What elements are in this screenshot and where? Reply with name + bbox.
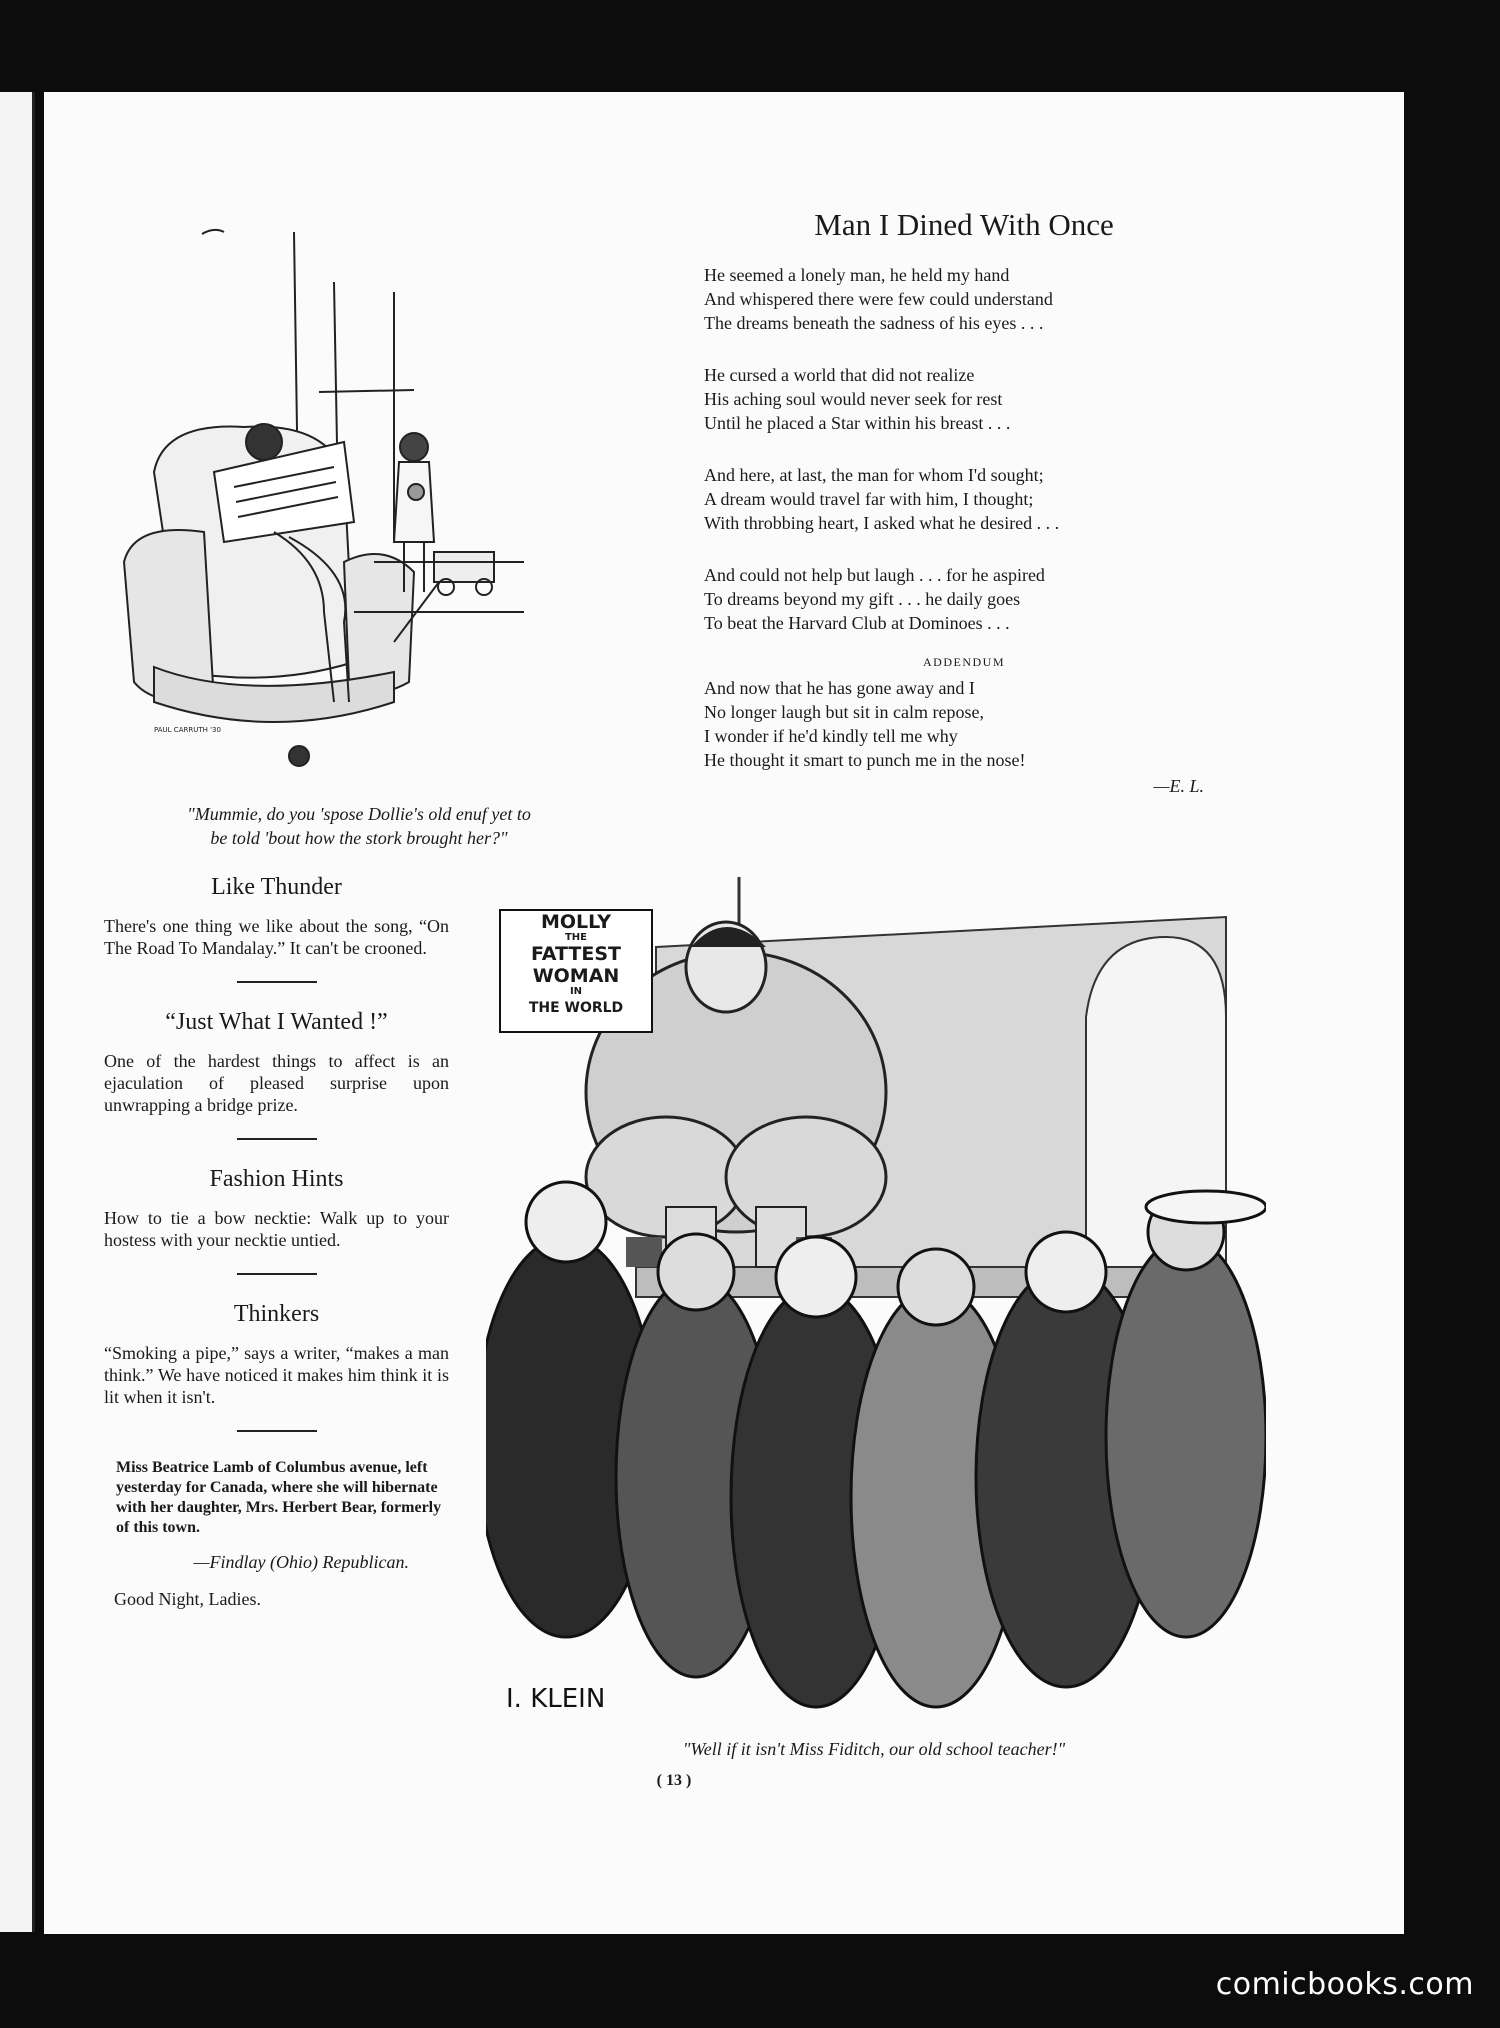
page-number: ( 13 ) [656, 1772, 692, 1789]
item-title-fashion-hints: Fashion Hints [209, 1166, 344, 1192]
poem-line: He cursed a world that did not realize [704, 365, 975, 385]
poem-line: I wonder if he'd kindly tell me why [704, 726, 958, 746]
poem [704, 207, 1224, 797]
carnival-sign [499, 909, 653, 1033]
poem-line: Until he placed a Star within his breast . . . [704, 413, 1011, 433]
poem-line: With throbbing heart, I asked what he desired . . . [704, 513, 1060, 533]
addendum-stanza [704, 676, 1224, 772]
sign-line-the: THE [564, 932, 588, 943]
sign-line-the-world: THE WORLD [528, 1000, 624, 1016]
item-body-fashion-hints: How to tie a bow necktie: Walk up to your hostess with your necktie untied. [104, 1208, 449, 1250]
clipping-source: —Findlay (Ohio) Republican. [193, 1552, 409, 1572]
poem-signature: —E. L. [1153, 776, 1204, 796]
cartoon1-caption [94, 802, 624, 850]
poem-line: To dreams beyond my gift . . . he daily goes [704, 589, 1021, 609]
cartoon-mother-daughter [94, 142, 624, 782]
item-body-just-what-i-wanted: One of the hardest things to affect is an ejaculation of pleased surprise upon unwrapping a bridge prize. [104, 1051, 449, 1115]
cartoon2-caption: "Well if it isn't Miss Fiditch, our old school teacher!" [682, 1739, 1066, 1759]
poem-line: A dream would travel far with him, I thought; [704, 489, 1034, 509]
poem-line: No longer laugh but sit in calm repose, [704, 702, 984, 722]
poem-line: And now that he has gone away and I [704, 678, 975, 698]
cartoon2-artist-signature: I. KLEIN [506, 1684, 606, 1714]
poem-line: And could not help but laugh . . . for he aspired [704, 565, 1045, 585]
item-title-just-what-i-wanted: “Just What I Wanted !” [165, 1009, 388, 1035]
sign-line-woman: WOMAN [532, 965, 620, 987]
item-title-like-thunder: Like Thunder [211, 874, 342, 900]
newspaper-clipping: Miss Beatrice Lamb of Columbus avenue, left yesterday for Canada, where she will hibernate with her daughter, Mrs. Herbert Bear, formerly of this town. [116, 1459, 442, 1536]
poem-line: And here, at last, the man for whom I'd sought; [704, 465, 1044, 485]
left-column-items [104, 874, 449, 1610]
poem-line: And whispered there were few could understand [704, 289, 1053, 309]
addendum-label: ADDENDUM [923, 655, 1005, 669]
divider-rule [237, 1430, 317, 1432]
poem-line: His aching soul would never seek for rest [704, 389, 1003, 409]
cartoon1-caption-line2: be told 'bout how the stork brought her?" [210, 828, 508, 848]
poem-stanza [704, 363, 1224, 435]
clipping-tagline: Good Night, Ladies. [114, 1589, 261, 1609]
item-body-like-thunder: There's one thing we like about the song, “On The Road To Mandalay.” It can't be crooned. [104, 916, 449, 958]
poem-stanza [704, 463, 1224, 535]
divider-rule [237, 1138, 317, 1140]
cartoon1-artist-signature: PAUL CARRUTH '30 [154, 726, 221, 734]
poem-line: The dreams beneath the sadness of his eyes . . . [704, 313, 1044, 333]
sign-line-fattest: FATTEST [530, 943, 621, 965]
cartoon-illustration-1 [94, 142, 624, 782]
watermark: comicbooks.com [1215, 1967, 1474, 2002]
divider-rule [237, 981, 317, 983]
poem-stanza [704, 563, 1224, 635]
sign-line-molly: MOLLY [540, 911, 612, 933]
poem-line: He thought it smart to punch me in the nose! [704, 750, 1026, 770]
item-title-thinkers: Thinkers [233, 1301, 320, 1327]
magazine-page [44, 92, 1404, 1934]
cartoon1-caption-line1: "Mummie, do you 'spose Dollie's old enuf yet to [187, 804, 531, 824]
sign-line-in: IN [569, 986, 583, 997]
adjacent-page-edge [0, 92, 35, 1932]
divider-rule [237, 1273, 317, 1275]
poem-stanza [704, 263, 1224, 335]
poem-line: He seemed a lonely man, he held my hand [704, 265, 1010, 285]
item-body-thinkers: “Smoking a pipe,” says a writer, “makes a man think.” We have noticed it makes him think it is lit when it isn't. [104, 1343, 449, 1407]
poem-line: To beat the Harvard Club at Dominoes . . . [704, 613, 1010, 633]
poem-title: Man I Dined With Once [814, 207, 1114, 242]
